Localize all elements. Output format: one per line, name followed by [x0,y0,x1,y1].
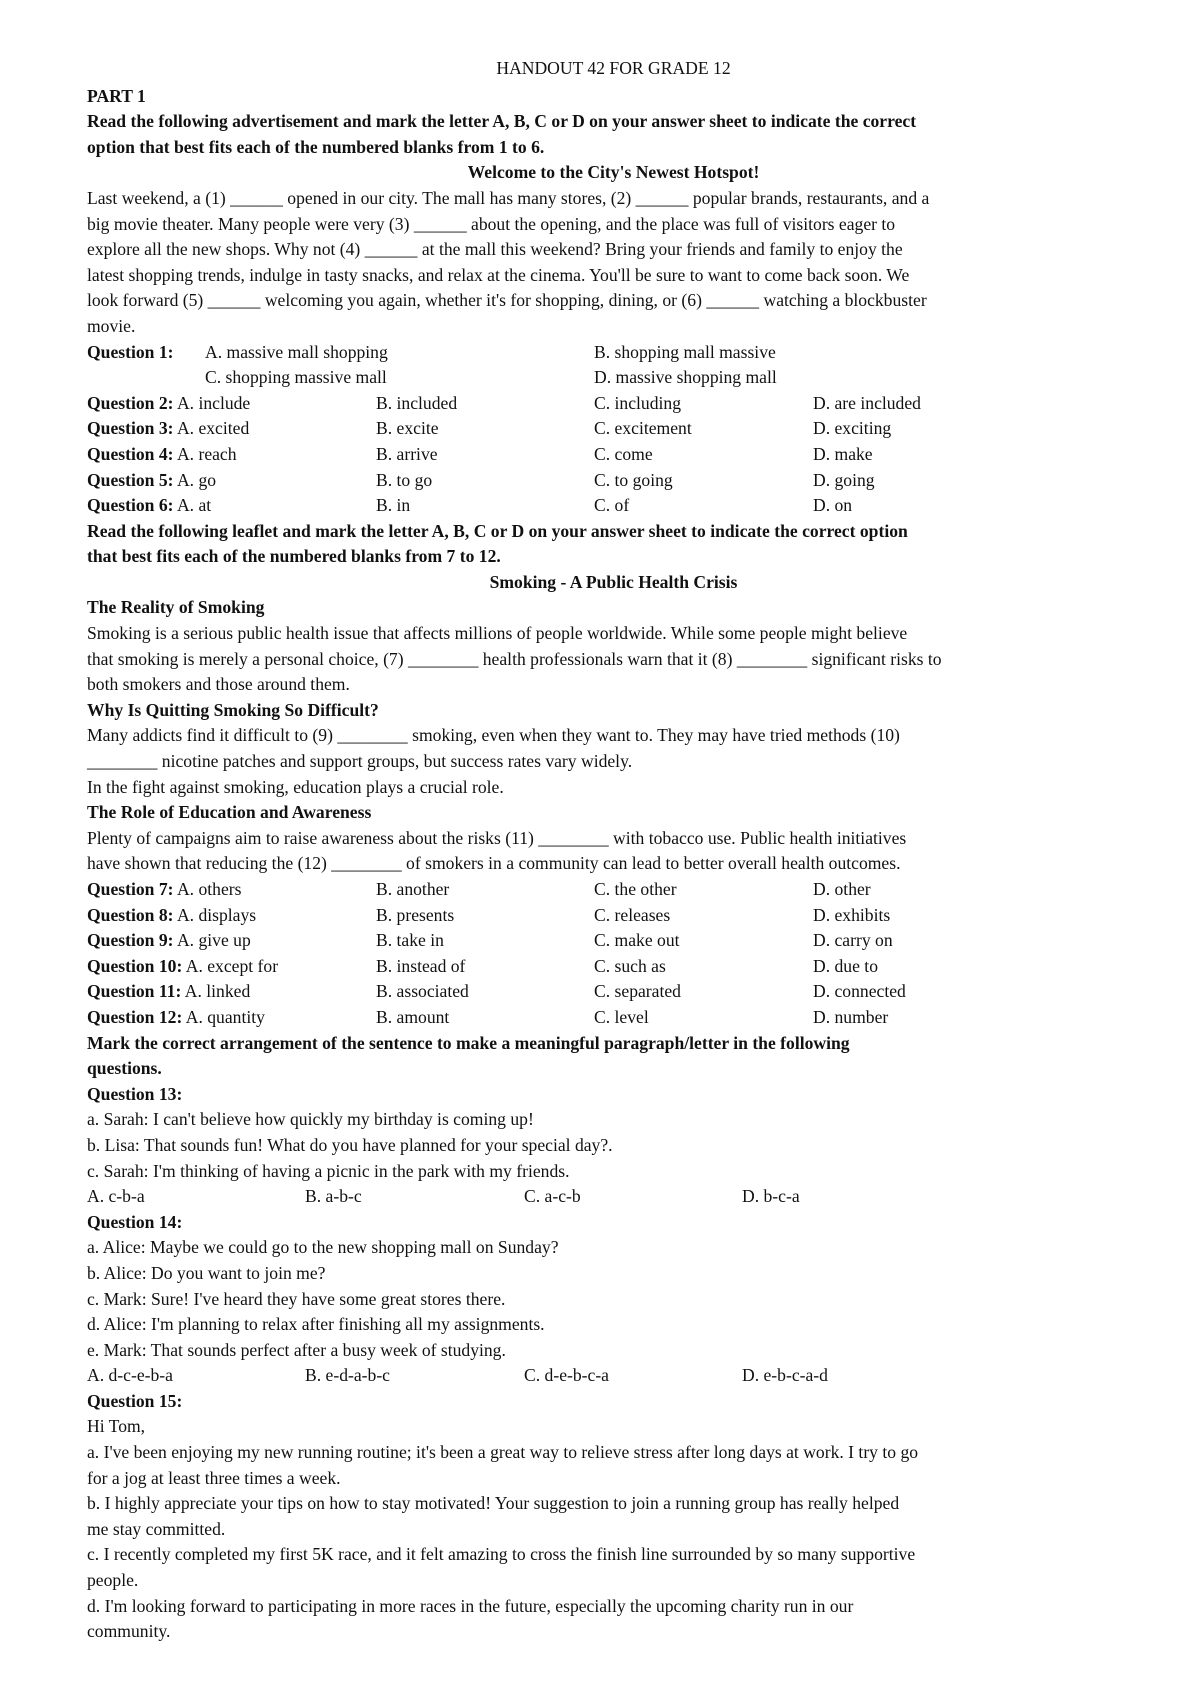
question-label: Question 4: [87,443,174,464]
question-label: Question 3: [87,418,174,439]
passage-line: In the fight against smoking, education plays a crucial role. [87,776,504,797]
question-row [87,493,1140,519]
option-d[interactable]: D. carry on [813,930,893,951]
option-c[interactable]: C. to going [594,469,673,490]
option-a[interactable]: A. except for [185,955,279,976]
section3-instruction [87,1031,1140,1082]
question-label: Question 6: [87,495,174,516]
option-d[interactable]: D. number [813,1006,889,1027]
question-label: Question 8: [87,904,174,925]
option-c[interactable]: C. excitement [594,418,692,439]
option-b[interactable]: B. instead of [376,955,466,976]
arrangement-line: e. Mark: That sounds perfect after a busy week of studying. [87,1339,506,1360]
option-b[interactable]: B. a-b-c [305,1186,362,1207]
question-list [87,877,1140,1031]
instruction-line: option that best fits each of the numbered blanks from 1 to 6. [87,136,545,157]
option-b[interactable]: B. excite [376,418,439,439]
option-b[interactable]: B. another [376,879,450,899]
question-row [87,468,1140,494]
question-row [87,954,1140,980]
option-a[interactable]: A. excited [176,418,250,439]
option-d[interactable]: D. make [813,443,873,464]
question-label: Question 14: [87,1211,183,1232]
question-label: Question 12: [87,1006,183,1027]
passage-line: look forward (5) ______ welcoming you again, whether it's for shopping, dining, or (6) ______ watching a blockbuster [87,290,927,311]
question-label: Question 15: [87,1390,183,1411]
question-row [87,877,1140,903]
arrangement-line: c. Sarah: I'm thinking of having a picnic in the park with my friends. [87,1160,570,1181]
leaflet-paragraph [87,723,1140,800]
leaflet-subheading: The Reality of Smoking [87,597,265,618]
passage-line: Last weekend, a (1) ______ opened in our city. The mall has many stores, (2) ______ popular brands, restaurants, and a [87,187,930,208]
arrangement-line: b. I highly appreciate your tips on how to stay motivated! Your suggestion to join a running group has really helped [87,1493,900,1514]
section2-instruction [87,519,1140,570]
option-b[interactable]: B. included [376,392,458,413]
instruction-line: Read the following leaflet and mark the letter A, B, C or D on your answer sheet to indicate the correct option [87,520,908,541]
option-a[interactable]: A. reach [176,443,237,464]
option-b[interactable]: B. amount [376,1006,450,1027]
option-c[interactable]: C. d-e-b-c-a [524,1365,609,1386]
option-a[interactable]: A. linked [184,981,251,1002]
passage-line: Plenty of campaigns aim to raise awareness about the risks (11) ________ with tobacco use. Public health initiatives [87,827,907,848]
option-a[interactable]: A. go [176,469,217,490]
option-a[interactable]: A. others [176,879,242,899]
option-d[interactable]: D. exhibits [813,904,891,925]
arrangement-line: c. I recently completed my first 5K race, and it felt amazing to cross the finish line surrounded by so many supportive [87,1544,916,1565]
question-label: Question 5: [87,469,174,490]
option-d[interactable]: D. are included [813,392,921,413]
option-c[interactable]: C. make out [594,930,680,951]
option-row [87,1184,1140,1210]
option-b[interactable]: B. e-d-a-b-c [305,1365,390,1386]
passage-line: latest shopping trends, indulge in tasty snacks, and relax at the cinema. You'll be sure to want to come back soon. We [87,264,910,285]
instruction-line: Read the following advertisement and mark the letter A, B, C or D on your answer sheet to indicate the correct [87,111,917,132]
option-b[interactable]: B. presents [376,904,455,925]
arrangement-line: d. Alice: I'm planning to relax after finishing all my assignments. [87,1314,545,1335]
instruction-line: questions. [87,1058,162,1079]
leaflet-paragraph [87,621,1140,698]
option-c[interactable]: C. a-c-b [524,1186,581,1207]
option-d[interactable]: D. connected [813,981,906,1002]
advertisement-heading: Welcome to the City's Newest Hotspot! [467,162,760,183]
passage-line: both smokers and those around them. [87,674,350,695]
option-d[interactable]: D. due to [813,955,878,976]
option-b[interactable]: B. to go [376,469,433,490]
question-list [87,391,1140,519]
arrangement-line: d. I'm looking forward to participating in more races in the future, especially the upcoming charity run in our [87,1595,854,1616]
arrangement-line: a. Alice: Maybe we could go to the new shopping mall on Sunday? [87,1237,559,1258]
option-d[interactable]: D. other [813,879,871,899]
question-row [87,1005,1140,1031]
option-d[interactable]: D. b-c-a [742,1186,800,1207]
option-c[interactable]: C. level [594,1006,649,1027]
question-row [87,442,1140,468]
arrangement-line: b. Alice: Do you want to join me? [87,1262,326,1283]
question-13 [87,1082,1140,1210]
option-c[interactable]: C. shopping massive mall [205,367,387,388]
option-a[interactable]: A. include [176,392,251,413]
option-d[interactable]: D. exciting [813,418,892,439]
leaflet-paragraph [87,826,1140,877]
instruction-line: that best fits each of the numbered blanks from 7 to 12. [87,546,501,567]
option-b[interactable]: B. take in [376,930,444,951]
section1-instruction [87,109,1140,160]
question-label: Question 2: [87,392,174,413]
option-d[interactable]: D. going [813,469,875,490]
option-c[interactable]: C. including [594,392,681,413]
option-a[interactable]: A. at [176,495,212,516]
leaflet-heading: Smoking - A Public Health Crisis [489,571,738,592]
part-label: PART 1 [87,85,146,106]
question-label: Question 13: [87,1083,183,1104]
question-row [87,979,1140,1005]
question-label: Question 1: [87,341,174,362]
option-c[interactable]: C. releases [594,904,671,925]
arrangement-line: community. [87,1621,171,1642]
leaflet-subheading: The Role of Education and Awareness [87,802,372,823]
option-b[interactable]: B. associated [376,981,469,1002]
option-row [87,1363,1140,1389]
question-row [87,365,1140,391]
instruction-line: Mark the correct arrangement of the sentence to make a meaningful paragraph/letter in the following [87,1032,850,1053]
arrangement-line: a. I've been enjoying my new running routine; it's been a great way to relieve stress after long days at work. I try to go [87,1442,919,1463]
passage-line: movie. [87,315,136,336]
option-d[interactable]: D. on [813,495,853,516]
option-b[interactable]: B. shopping mall massive [594,341,776,362]
option-c[interactable]: C. come [594,443,653,464]
question-row [87,391,1140,417]
option-d[interactable]: D. massive shopping mall [594,367,777,388]
question-row [87,340,1140,366]
letter-greeting: Hi Tom, [87,1416,146,1437]
arrangement-line: a. Sarah: I can't believe how quickly my birthday is coming up! [87,1109,534,1130]
passage-line: Smoking is a serious public health issue that affects millions of people worldwide. While some people might believe [87,623,908,644]
option-c[interactable]: C. of [594,495,630,516]
option-d[interactable]: D. e-b-c-a-d [742,1365,828,1386]
question-row [87,928,1140,954]
passage-line: have shown that reducing the (12) ________ of smokers in a community can lead to better overall health outcomes. [87,853,901,874]
option-a[interactable]: A. d-c-e-b-a [87,1365,173,1386]
option-a[interactable]: A. give up [176,930,251,951]
question-label: Question 7: [87,879,174,899]
question-row [87,903,1140,929]
option-a[interactable]: A. quantity [185,1006,265,1027]
option-a[interactable]: A. displays [176,904,257,925]
passage-line: explore all the new shops. Why not (4) ______ at the mall this weekend? Bring your friends and family to enjoy the [87,239,903,260]
arrangement-line: for a jog at least three times a week. [87,1467,341,1488]
leaflet-subheading: Why Is Quitting Smoking So Difficult? [87,699,379,720]
passage-line: big movie theater. Many people were very (3) ______ about the opening, and the place was full of visitors eager to [87,213,896,234]
option-a[interactable]: A. c-b-a [87,1186,145,1207]
page-title: HANDOUT 42 FOR GRADE 12 [496,58,731,78]
option-b[interactable]: B. in [376,495,411,516]
question-label: Question 9: [87,930,174,951]
option-c[interactable]: C. separated [594,981,681,1002]
question-row [87,416,1140,442]
option-c[interactable]: C. such as [594,955,666,976]
arrangement-line: c. Mark: Sure! I've heard they have some great stores there. [87,1288,506,1309]
question-label: Question 11: [87,981,182,1002]
question-label: Question 10: [87,955,183,976]
question-15 [87,1389,1140,1645]
passage-line: Many addicts find it difficult to (9) ________ smoking, even when they want to. They may have tried methods (10) [87,725,900,746]
option-a[interactable]: A. massive mall shopping [205,341,388,362]
arrangement-line: b. Lisa: That sounds fun! What do you have planned for your special day?. [87,1134,613,1155]
arrangement-line: me stay committed. [87,1518,226,1539]
question-14 [87,1210,1140,1389]
passage-line: ________ nicotine patches and support groups, but success rates vary widely. [87,751,633,772]
option-b[interactable]: B. arrive [376,443,438,464]
passage-line: that smoking is merely a personal choice, (7) ________ health professionals warn that it (8) ________ significant risks to [87,648,942,669]
advertisement-passage [87,186,1140,340]
option-c[interactable]: C. the other [594,879,677,899]
arrangement-line: people. [87,1570,139,1591]
